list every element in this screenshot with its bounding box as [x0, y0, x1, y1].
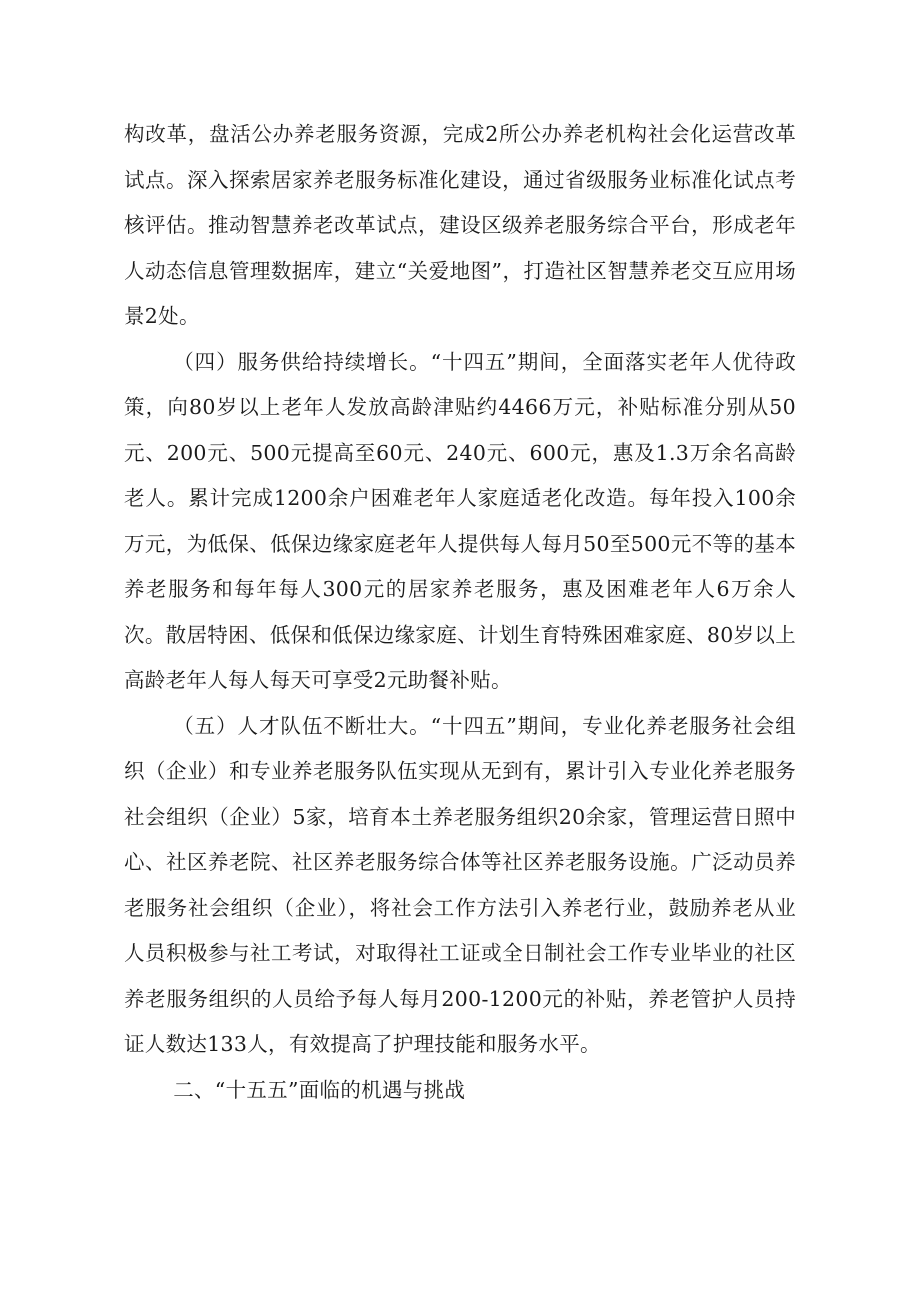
paragraph-service-supply: （四）服务供给持续增长。“十四五”期间，全面落实老年人优待政策，向80岁以上老年人发放高龄津贴约4466万元，补贴标准分别从50元、200元、500元提高至60元、240元、600元，惠及1.3万余名高龄老人。累计完成1200余户困难老年人家庭适老化改造。每年投入100余万元，为低保、低保边缘家庭老年人提供每人每月50至500元不等的基本养老服务和每年每人300元的居家养老服务，惠及困难老年人6万余人次。散居特困、低保和低保边缘家庭、计划生育特殊困难家庭、80岁以上高龄老年人每人每天可享受2元助餐补贴。	[124, 349, 796, 692]
section-heading: 二、“十五五”面临的机遇与挑战	[173, 1077, 466, 1102]
paragraph-continuation: 构改革，盘活公办养老服务资源，完成2所公办养老机构社会化运营改革试点。深入探索居家养老服务标准化建设，通过省级服务业标准化试点考核评估。推动智慧养老改革试点，建设区级养老服务综合平台，形成老年人动态信息管理数据库，建立“关爱地图”，打造社区智慧养老交互应用场景2处。	[124, 122, 796, 328]
document-body	[124, 112, 796, 1113]
paragraph-talent-team: （五）人才队伍不断壮大。“十四五”期间，专业化养老服务社会组织（企业）和专业养老服务队伍实现从无到有，累计引入专业化养老服务社会组织（企业）5家，培育本土养老服务组织20余家，管理运营日照中心、社区养老院、社区养老服务综合体等社区养老服务设施。广泛动员养老服务社会组织（企业），将社会工作方法引入养老行业，鼓励养老从业人员积极参与社工考试，对取得社工证或全日制社会工作专业毕业的社区养老服务组织的人员给予每人每月200-1200元的补贴，养老管护人员持证人数达133人，有效提高了护理技能和服务水平。	[124, 713, 796, 1056]
